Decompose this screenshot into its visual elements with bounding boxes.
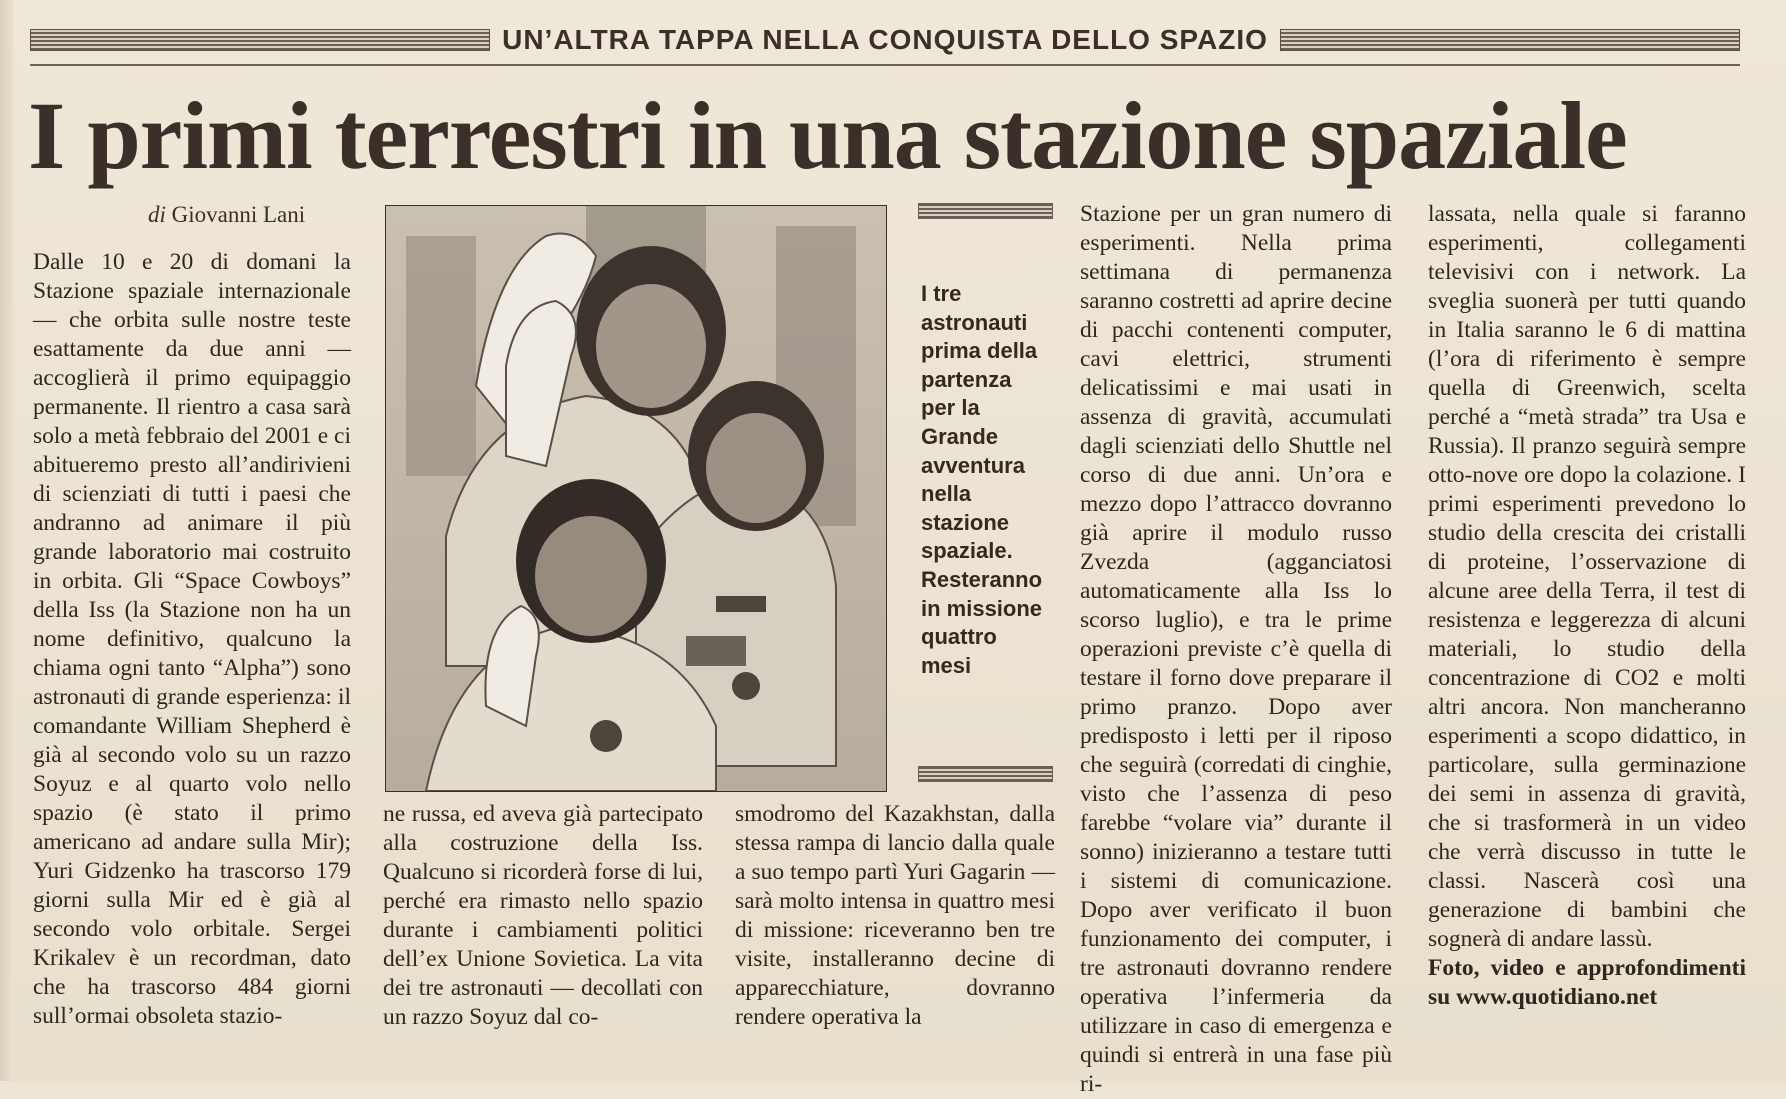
byline-prefix: di bbox=[148, 202, 166, 227]
caption-bar-top bbox=[918, 203, 1053, 219]
astronauts-photo bbox=[385, 205, 887, 792]
article-column-3 bbox=[735, 800, 1055, 1032]
astronauts-image bbox=[386, 206, 886, 791]
byline bbox=[148, 202, 305, 228]
byline-author: Giovanni Lani bbox=[171, 202, 306, 227]
article-text: Dalle 10 e 20 di domani la Stazione spaziale internazionale — che orbita sulle nostre teste esattamente da due anni — accoglierà il primo equipaggio permanente. Il rientro a casa sarà solo a metà febbraio del 2001 e ci abitueremo presto all’andirivieni di scienziati di tutti i paesi che andranno ad animare il più grande laboratorio mai costruito in orbita. Gli “Space Cowboys” della Iss (la Stazione non ha un nome definitivo, qualcuno la chiama ogni tanto “Alpha”) sono astronauti di grande esperienza: il comandante William Shepherd è già al secondo volo su un razzo Soyuz e al quarto volo nello spazio (è stato il primo americano ad andare sulla Mir); Yuri Gidzenko ha trascorso 179 giorni sulla Mir ed è già al secondo volo orbitale. Sergei Krikalev è un recordman, dato che ha trascorso 484 giorni sull’ormai obsoleta stazio- bbox=[33, 249, 351, 1029]
article-text: Stazione per un gran numero di esperimenti. Nella prima settimana di permanenza saranno costretti ad aprire decine di pacchi contenenti computer, cavi elettrici, strumenti delicatissimi e mai usati in assenza di gravità, accumulati dagli scienziati dello Shuttle nel corso di due anni. Un’ora e mezzo dopo l’attracco dovranno già aprire il modulo russo Zvezda (agganciatosi automaticamente alla Iss lo scorso luglio), e tra le prime operazioni previste c’è quella di testare il forno dove preparare il primo pranzo. Dopo aver predisposto i letti per il riposo che seguirà (corredati di cinghie, visto che l’assenza di peso farebbe “volare via” durante il sonno) inizieranno a testare tutti i sistemi di comunicazione. Dopo aver verificato il buon funzionamento dei computer, i tre astronauti dovranno rendere operativa l’infermeria da utilizzare in caso di emergenza e quindi si entrerà in una fase più ri- bbox=[1080, 201, 1392, 1097]
headline: I primi terrestri in una stazione spaziale bbox=[28, 82, 1627, 189]
article-text: lassata, nella quale si faranno esperimenti, collegamenti televisivi con i network. La sveglia suonerà per tutti quando in Italia saranno le 6 di mattina (l’ora di riferimento è sempre quella di Greenwich, scelta perché a “metà strada” tra Usa e Russia). Il pranzo seguirà sempre otto-nove ore dopo la colazione. I primi esperimenti prevedono lo studio della crescita dei cristalli di proteine, l’osservazione di alcune aree della Terra, il test di resistenza e leggerezza di alcuni materiali, lo studio della concentrazione di CO2 e molti altri ancora. Non mancheranno esperimenti a scopo didattico, in particolare, sulla germinazione dei semi in assenza di gravità, che si trasformerà in un video che verrà discusso in tutte le classi. Nascerà così una generazione di bambini che sognerà di andare lassù. bbox=[1428, 201, 1746, 952]
web-footnote: Foto, video e approfondimenti su www.quotidiano.net bbox=[1428, 955, 1746, 1010]
kicker-bar-right bbox=[1280, 29, 1740, 51]
kicker-text: UN’ALTRA TAPPA NELLA CONQUISTA DELLO SPAZIO bbox=[502, 24, 1268, 55]
caption-bar-bottom bbox=[918, 766, 1053, 782]
article-column-2 bbox=[383, 800, 703, 1032]
article-text: ne russa, ed aveva già partecipato alla costruzione della Iss. Qualcuno si ricorderà forse di lui, perché era rimasto nello spazio durante i cambiamenti politici dell’ex Unione Sovietica. La vita dei tre astronauti — decollati con un razzo Soyuz dal co- bbox=[383, 801, 703, 1030]
article-column-4 bbox=[1080, 200, 1392, 1099]
photo-caption: I tre astronauti prima della partenza per la Grande avventura nella stazione spaziale. Resteranno in missione quattro mesi bbox=[921, 281, 1043, 678]
article-text: smodromo del Kazakhstan, dalla stessa rampa di lancio dalla quale a suo tempo partì Yuri Gagarin — sarà molto intensa in quattro mesi di missione: riceveranno ben tre visite, installeranno decine di apparecchiature, dovranno rendere operativa la bbox=[735, 801, 1055, 1030]
kicker bbox=[30, 20, 1740, 60]
kicker-bar-left bbox=[30, 29, 490, 51]
top-rule bbox=[30, 64, 1740, 66]
article-column-5 bbox=[1428, 200, 1746, 1012]
page-edge bbox=[0, 0, 14, 1081]
article-column-1 bbox=[33, 248, 351, 1031]
